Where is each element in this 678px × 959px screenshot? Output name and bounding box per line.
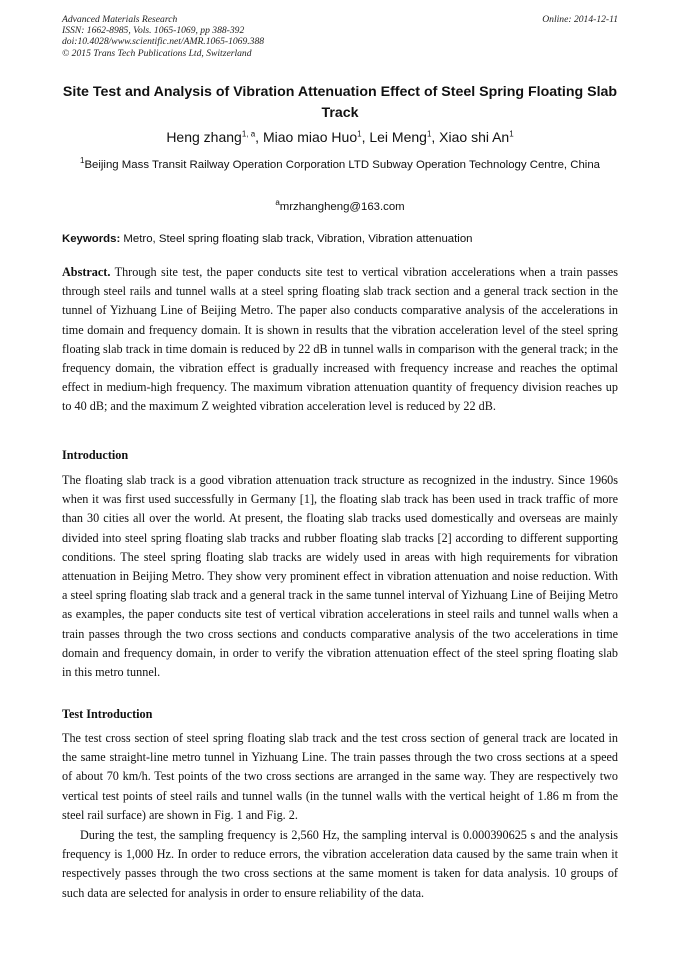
journal-header	[62, 14, 618, 59]
email-text: mrzhangheng@163.com	[279, 201, 405, 213]
abstract-label: Abstract.	[62, 265, 111, 279]
introduction-paragraph: The floating slab track is a good vibration attenuation track structure as recognized in the industry. Since 1960s when it was first used successfully in Germany [1], the floating slab track has been used in track traffic of more than 30 cities all over the world. At present, the floating slab tracks used domestically and overseas are mainly divided into steel spring floating slab tracks and rubber floating slab tracks [2] according to different supporting conditions. The steel spring floating slab tracks are widely used in areas with high requirements for vibration attenuation in Beijing Metro. They show very prominent effect in vibration attenuation and noise reduction. With a steel spring floating slab track and a general track in the same tunnel interval of Yizhuang Line of Beijing Metro as examples, the paper conducts site test of vertical vibration accelerations in steel rails and tunnel walls when a train passes through the two cross sections and conducts comparative analysis of the two accelerations in time domain and frequency domain, in order to verify the vibration attenuation effect of the steel spring floating slab in this metro tunnel.	[62, 473, 618, 680]
author-affiliation-marker: 1, a	[241, 129, 256, 139]
copyright-line: © 2015 Trans Tech Publications Ltd, Switzerland	[62, 47, 252, 59]
keywords-text: Metro, Steel spring floating slab track, Vibration, Vibration attenuation	[123, 233, 473, 245]
author-name: Xiao shi An	[439, 129, 510, 145]
paper-title: Site Test and Analysis of Vibration Attenuation Effect of Steel Spring Floating Slab Track	[62, 84, 618, 121]
abstract-text: Through site test, the paper conducts site test to vertical vibration accelerations when a train passes through steel rails and tunnel walls at a steel spring floating slab track section and a general track section in the tunnel of Yizhuang Line of Beijing Metro. The paper also conducts comparative analysis of the accelerations in time domain and frequency domain. It is shown in results that the vibration acceleration level of the steel spring floating slab track in time domain is reduced by 22 dB in tunnel walls in comparison with the general track; in the frequency domain, the vibration effect is gradually increased with frequency increase and reaches the optimal effect in medium-high frequency. The maximum vibration attenuation quantity of frequency division reaches up to 40 dB; and the maximum Z weighted vibration acceleration level is reduced by 22 dB.	[62, 265, 618, 414]
author-name: Heng zhang	[166, 129, 242, 145]
abstract	[62, 263, 618, 417]
issn-line: ISSN: 1662-8985, Vols. 1065-1069, pp 388-392	[62, 25, 245, 37]
affiliation-text: Beijing Mass Transit Railway Operation Corporation LTD Subway Operation Technology Centre, China	[84, 159, 601, 171]
test-introduction-heading: Test Introduction	[62, 707, 153, 721]
author-list: Heng zhang$^{1, a}$, Miao miao Huo$^1$, Lei Meng$^1$, Xiao shi An$^1$	[166, 129, 514, 145]
keywords	[62, 230, 618, 248]
keywords-label: Keywords:	[62, 233, 121, 245]
email-marker: a	[275, 198, 280, 208]
journal-name: Advanced Materials Research	[62, 14, 178, 25]
doi-line: doi:10.4028/www.scientific.net/AMR.1065-1069.388	[62, 36, 265, 48]
author-email	[62, 198, 618, 216]
author-affiliation-marker: 1	[426, 129, 432, 139]
test-introduction-paragraph-2: During the test, the sampling frequency is 2,560 Hz, the sampling interval is 0.000390625 s and the analysis frequency is 1,000 Hz. In order to reduce errors, the vibration acceleration data caused by the same train when it respectively passes through the two cross sections at the same moment is taken for data analysis. 10 groups of such data are selected for analysis in order to ensure reliability of the data.	[62, 828, 618, 900]
author-name: Lei Meng	[369, 129, 427, 145]
author-affiliation-marker: 1	[509, 129, 514, 139]
introduction-heading: Introduction	[62, 448, 129, 462]
test-introduction-paragraph-1: The test cross section of steel spring floating slab track and the test cross section of general track are located in the same straight-line metro tunnel in Yizhuang Line. The train passes through the two cross sections at a speed of about 70 km/h. Test points of the two cross sections are arranged in the same way. They are respectively two vertical test points of steel rails and tunnel walls (in the tunnel walls with the vertical height of 1.86 m from the steel rail surface) are shown in Fig. 1 and Fig. 2.	[62, 731, 618, 822]
online-date: Online: 2014-12-11	[542, 14, 618, 25]
affiliation	[62, 155, 618, 175]
author-name: Miao miao Huo	[262, 129, 358, 145]
author-affiliation-marker: 1	[357, 129, 362, 139]
affiliation-marker: 1	[79, 156, 85, 166]
